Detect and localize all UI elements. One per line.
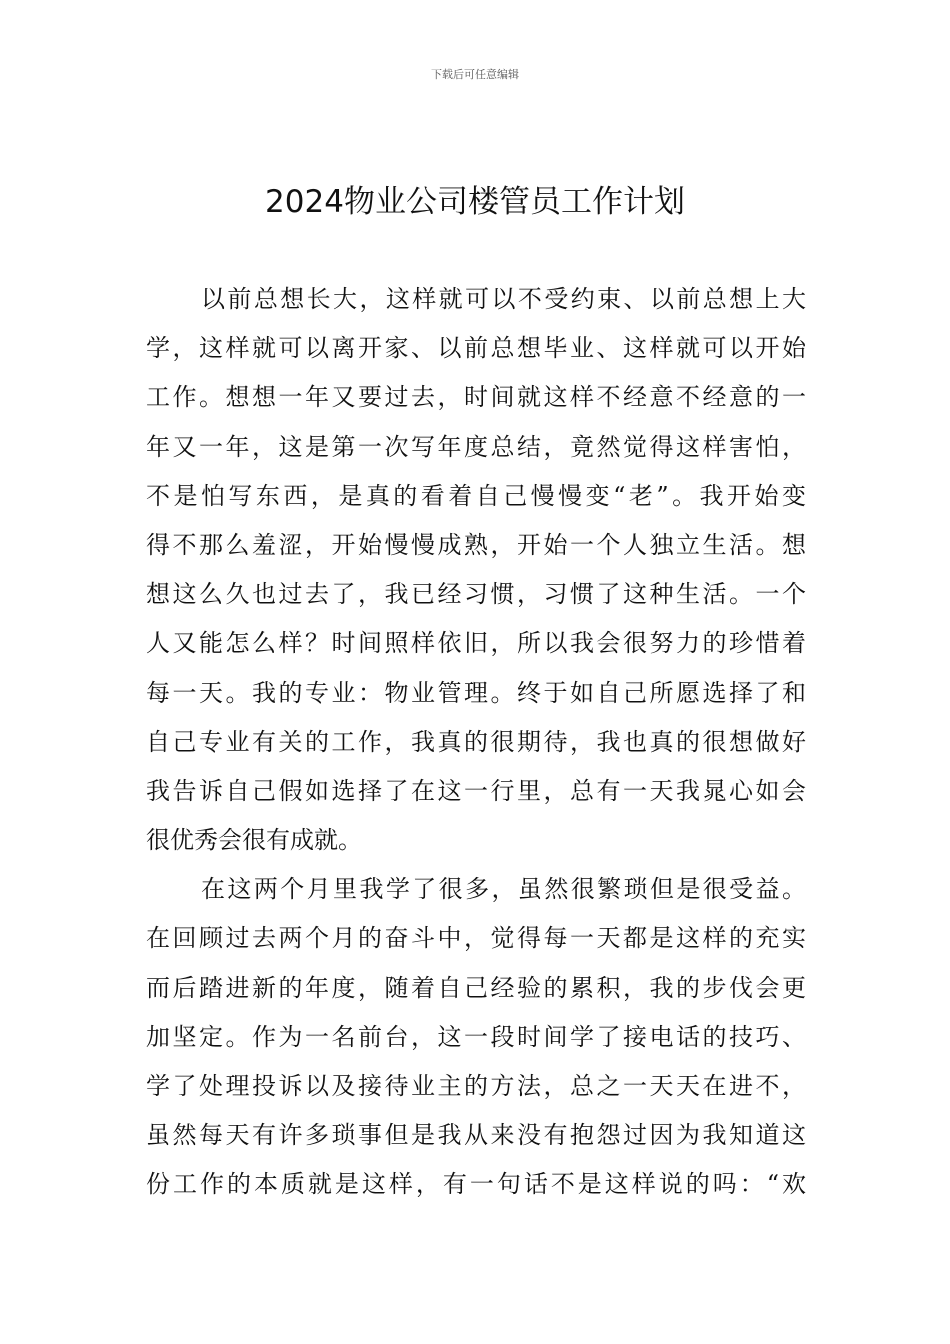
paragraph-line: 得不那么羞涩，开始慢慢成熟，开始一个人独立生活。想 [146,530,806,559]
paragraph-line: 学，这样就可以离开家、以前总想毕业、这样就可以开始 [146,334,806,363]
paragraph-line: 很优秀会很有成就。 [146,826,362,855]
paragraph-line: 加坚定。作为一名前台，这一段时间学了接电话的技巧、 [146,1022,806,1051]
paragraph-line: 不是怕写东西，是真的看着自己慢慢变“老”。我开始变 [146,481,806,510]
paragraph-line: 虽然每天有许多琐事但是我从来没有抱怨过因为我知道这 [146,1121,806,1150]
paragraph-line: 工作。想想一年又要过去，时间就这样不经意不经意的一 [146,383,806,412]
paragraph-line: 以前总想长大，这样就可以不受约束、以前总想上大 [201,285,806,313]
paragraph-line: 我告诉自己假如选择了在这一行里，总有一天我晁心如会 [146,776,806,805]
paragraph-2 [146,865,806,1209]
document-body [146,275,806,1210]
paragraph-line: 想这么久也过去了，我已经习惯，习惯了这种生活。一个 [146,580,806,609]
paragraph-line: 而后踏进新的年度，随着自己经验的累积，我的步伐会更 [146,973,806,1002]
paragraph-line: 在这两个月里我学了很多，虽然很繁琐但是很受益。 [201,875,806,904]
paragraph-1 [146,275,806,865]
paragraph-line: 每一天。我的专业：物业管理。终于如自己所愿选择了和 [146,678,806,707]
page-header-note: 下载后可任意编辑 [431,68,519,81]
paragraph-line: 份工作的本质就是这样，有一句话不是这样说的吗：“欢 [146,1170,806,1199]
paragraph-line: 人又能怎么样？时间照样依旧，所以我会很努力的珍惜着 [146,629,806,658]
paragraph-line: 自己专业有关的工作，我真的很期待，我也真的很想做好 [146,727,806,756]
paragraph-line: 在回顾过去两个月的奋斗中，觉得每一天都是这样的充实 [146,924,806,953]
paragraph-line: 年又一年，这是第一次写年度总结，竟然觉得这样害怕， [146,432,806,461]
document-title: 2024物业公司楼管员工作计划 [265,184,685,220]
paragraph-line: 学了处理投诉以及接待业主的方法，总之一天天在进不， [146,1072,806,1100]
